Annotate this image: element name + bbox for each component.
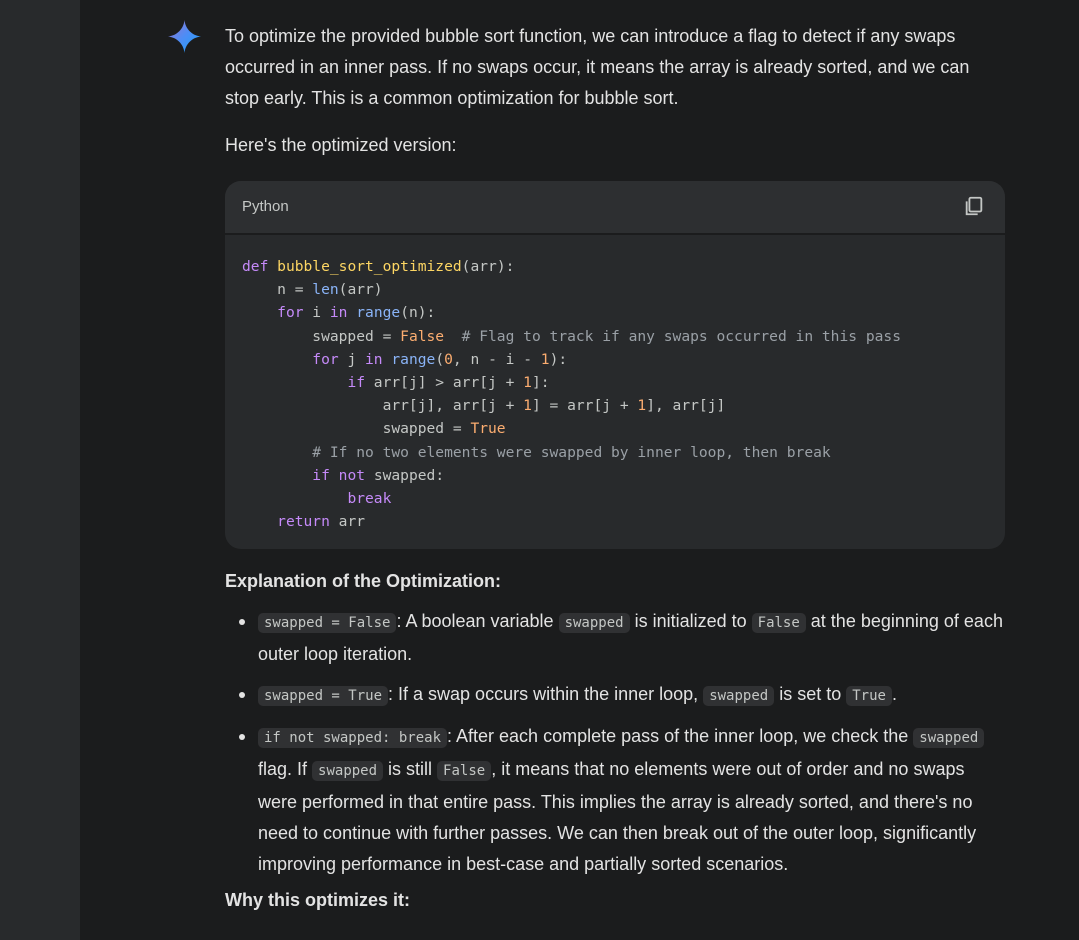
explanation-list [225,606,1005,880]
list-item: swapped = False : A boolean variable swapped is initialized to False at the beginning of each outer loop iteration. [225,606,1005,670]
code-line: for i in range(n): [277,304,436,322]
code-line: return arr [277,513,366,531]
gemini-sparkle-icon [168,20,201,53]
copy-icon[interactable] [963,195,985,217]
lead-paragraph: Here's the optimized version: [225,135,457,155]
list-item: swapped = True : If a swap occurs within the inner loop, swapped is set to True . [225,679,1005,712]
code-line: break [347,490,392,508]
inline-code: swapped = True [258,686,388,706]
inline-code: if not swapped: break [258,728,447,748]
code-language-label: Python [242,198,289,215]
explanation-heading: Explanation of the Optimization: [225,571,501,591]
code-line: n = len(arr) [242,281,383,299]
code-content [225,235,1005,533]
code-line: swapped = False # Flag to track if any swaps occurred in this pass [242,327,901,345]
code-line: if arr[j] > arr[j + 1]: [347,374,550,392]
left-sidebar-rail [0,0,80,940]
code-line: arr[j], arr[j + 1] = arr[j + 1], arr[j] [242,397,726,415]
code-line: for j in range(0, n - i - 1): [312,350,568,368]
code-line: if not swapped: [312,466,445,484]
inline-code: True [846,686,892,706]
inline-code: swapped [312,761,383,781]
inline-code: swapped [559,613,630,633]
code-line: swapped = True [242,420,506,438]
code-line: # If no two elements were swapped by inner loop, then break [242,443,831,461]
inline-code: False [752,613,806,633]
inline-code: swapped = False [258,613,396,633]
explanation-section [225,568,1005,889]
code-line: def bubble_sort_optimized(arr): [242,258,515,275]
why-heading: Why this optimizes it: [225,890,411,910]
list-item: if not swapped: break : After each complete pass of the inner loop, we check the swapped flag. If swapped is still False , it means that no elements were out of order and no swaps were performed in that entire pass. This implies the array is already sorted, and there's no need to continue with further passes. We can then break out of the outer loop, significantly improving performance in best-case and partially sorted scenarios. [225,721,1005,880]
inline-code: False [437,761,491,781]
code-block [225,181,1005,549]
code-block-header [225,181,1005,235]
inline-code: swapped [913,728,984,748]
intro-paragraph: To optimize the provided bubble sort function, we can introduce a flag to detect if any swaps occurred in an inner pass. If no swaps occur, it means the array is already sorted, and we can stop early. This is a common optimization for bubble sort. [225,26,970,108]
response-content [225,20,1005,910]
inline-code: swapped [703,686,774,706]
